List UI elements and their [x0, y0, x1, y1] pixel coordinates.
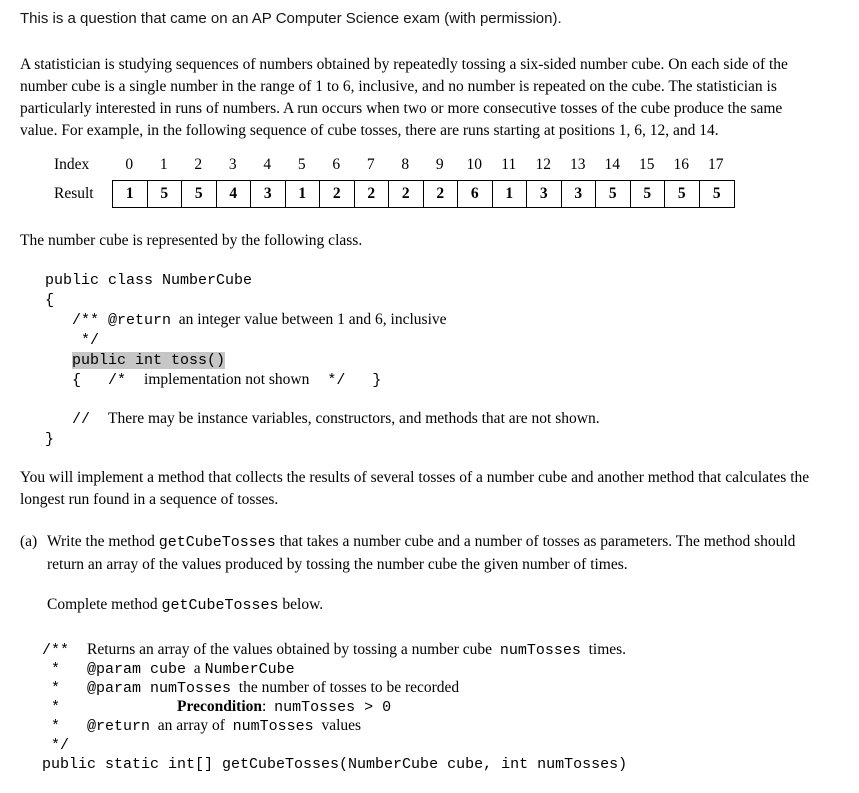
text-segment: :: [262, 698, 275, 715]
code-line: [45, 429, 839, 449]
intro-paragraph: A statistician is studying sequences of numbers obtained by repeatedly tossing a six-sided number cube. On each side of the number cube is a single number in the range of 1 to 6, inclusive, and no number is repeated on the cube. The statistician is particularly interested in runs of numbers. A run occurs when two or more consecutive tosses of the cube produce the same value. For example, in the following sequence of cube tosses, there are runs starting at positions 1, 6, 12, and 14.: [20, 56, 788, 139]
index-cells: [112, 152, 733, 178]
text-segment: *: [42, 699, 178, 716]
code-line: [45, 390, 839, 409]
text-segment: * @param numTosses: [42, 680, 232, 697]
text-segment: * @param cube: [42, 661, 187, 678]
code-line: [42, 679, 839, 698]
index-cell: 8: [401, 156, 410, 173]
index-cell: 9: [435, 156, 444, 173]
result-cell: 4: [217, 181, 252, 207]
index-cell: 12: [535, 156, 551, 173]
index-cell: 1: [159, 156, 168, 173]
result-cell: 5: [182, 181, 217, 207]
index-cell: 10: [466, 156, 482, 173]
result-cell: 5: [665, 181, 700, 207]
text-segment: Precondition: [177, 698, 263, 715]
text-segment: {: [45, 292, 55, 309]
text-segment: an array of: [150, 717, 233, 734]
result-cell: 2: [424, 181, 459, 207]
complete-method-paragraph: [47, 594, 839, 617]
index-cell: 6: [332, 156, 341, 173]
text-segment: //: [45, 411, 109, 428]
code-line: [45, 370, 839, 390]
text-segment: implementation not shown: [144, 371, 310, 388]
index-cell: 3: [228, 156, 237, 173]
code-line: [45, 409, 839, 429]
text-segment: below.: [278, 596, 324, 613]
index-cell: 13: [570, 156, 586, 173]
text-segment: */: [42, 737, 70, 754]
text-segment: Complete method: [47, 596, 162, 613]
text-segment: numTosses > 0: [274, 699, 392, 716]
index-cell: 4: [263, 156, 272, 173]
text-segment: numTosses: [499, 642, 581, 659]
text-segment: the number of tosses to be recorded: [231, 679, 460, 696]
code-line: [45, 290, 839, 310]
text-segment: NumberCube: [204, 661, 295, 678]
numbercube-code-block: [45, 270, 839, 449]
result-cell: 3: [527, 181, 562, 207]
text-segment: an integer value between 1 and 6, inclusive: [171, 311, 447, 328]
result-cell: 6: [458, 181, 493, 207]
text-segment: [45, 352, 72, 369]
index-cell: 16: [673, 156, 689, 173]
index-row: [54, 152, 839, 178]
text-segment: that takes a number cube and a number of tosses as parameters. The method should return an array of the values produced by tossing the number cube the given number of times.: [47, 533, 796, 573]
text-segment: { /*: [45, 372, 145, 389]
result-cells: [112, 180, 735, 208]
result-row-label: Result: [54, 185, 94, 202]
result-cell: 1: [113, 181, 148, 207]
result-cell: 1: [286, 181, 321, 207]
text-segment: times.: [580, 641, 627, 658]
index-cell: 5: [297, 156, 306, 173]
index-cell: 14: [604, 156, 620, 173]
code-line-toss-highlighted: [45, 350, 839, 370]
index-cell: 2: [194, 156, 203, 173]
text-segment: */: [45, 332, 100, 349]
result-cell: 5: [596, 181, 631, 207]
method-signature-line: [42, 755, 839, 774]
index-cell: 11: [501, 156, 517, 173]
code-line: [42, 698, 839, 717]
result-cell: 2: [320, 181, 355, 207]
result-cell: 2: [389, 181, 424, 207]
text-segment: a: [186, 660, 205, 677]
result-cell: 5: [712, 185, 721, 202]
result-row: [54, 180, 839, 208]
code-line: [45, 270, 839, 290]
text-segment: public int toss(): [72, 352, 226, 369]
index-cell: 7: [366, 156, 375, 173]
part-a-paragraph: [47, 531, 822, 576]
text-segment: public class NumberCube: [45, 272, 253, 289]
text-segment: public static int[] getCubeTosses(NumberCube cube, int numTosses): [42, 756, 628, 773]
text-segment: numTosses: [232, 718, 314, 735]
class-intro-paragraph: The number cube is represented by the following class.: [20, 232, 363, 249]
code-line: [42, 641, 839, 660]
code-line: [42, 660, 839, 679]
index-cell: 17: [708, 156, 724, 173]
code-line: [45, 310, 839, 330]
index-cell: 15: [639, 156, 655, 173]
text-segment: */ }: [309, 372, 382, 389]
part-a-label: (a): [20, 533, 38, 550]
result-cell: 5: [631, 181, 666, 207]
text-segment: values: [313, 717, 362, 734]
text-segment: There may be instance variables, constructors, and methods that are not shown.: [108, 410, 600, 427]
result-cell: 1: [493, 181, 528, 207]
code-line: [42, 717, 839, 736]
text-segment: /**: [42, 642, 88, 659]
javadoc-code-block: [42, 641, 839, 774]
index-cell: 0: [125, 156, 134, 173]
text-segment: Returns an array of the values obtained by tossing a number cube: [87, 641, 500, 658]
implement-paragraph: You will implement a method that collects the results of several tosses of a number cube and another method that calculates the longest run found in a sequence of tosses.: [20, 469, 810, 508]
result-cell: 3: [562, 181, 597, 207]
text-segment: * @return: [42, 718, 151, 735]
text-segment: getCubeTosses: [158, 534, 276, 551]
text-segment: /** @return: [45, 312, 172, 329]
text-segment: Write the method: [47, 533, 159, 550]
code-line: [45, 330, 839, 350]
toss-table: [54, 152, 839, 208]
code-line: [42, 736, 839, 755]
text-segment: getCubeTosses: [161, 597, 279, 614]
index-row-label: Index: [54, 156, 90, 173]
page-title: This is a question that came on an AP Computer Science exam (with permission).: [20, 10, 562, 27]
result-cell: 2: [355, 181, 390, 207]
part-a-section: [20, 531, 839, 576]
text-segment: }: [45, 431, 55, 448]
result-cell: 3: [251, 181, 286, 207]
result-cell: 5: [148, 181, 183, 207]
